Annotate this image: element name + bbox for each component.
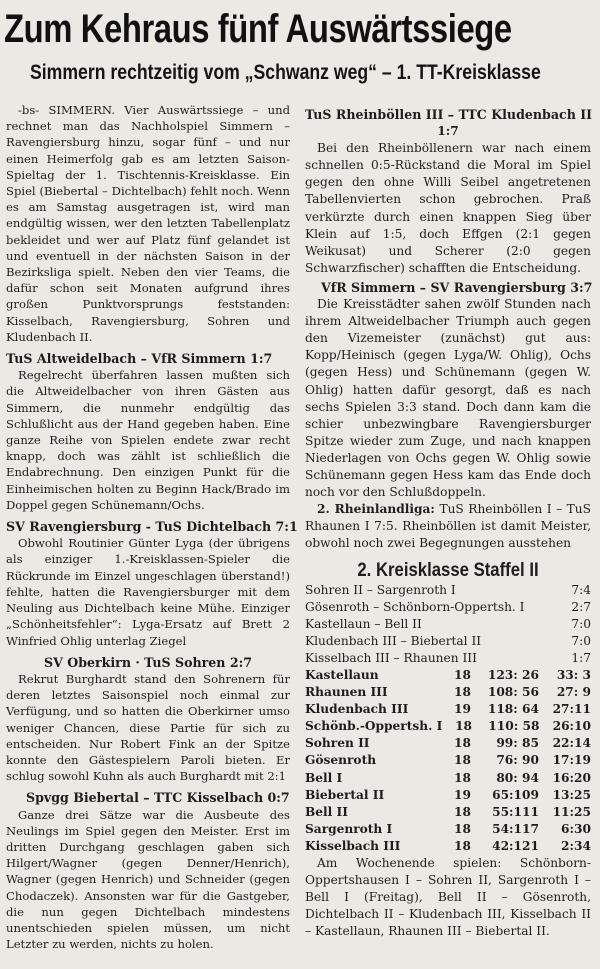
team-name: Sohren II [305, 736, 370, 751]
points: 6:30 [561, 821, 591, 836]
games-played: 18 [454, 821, 471, 836]
games-played: 18 [454, 838, 471, 853]
team-name: Kastellaun [305, 668, 379, 682]
points: 22:14 [552, 736, 591, 751]
result-row [305, 582, 591, 599]
section-score: 1:7 [437, 124, 459, 139]
games-played: 18 [454, 736, 471, 751]
points: 13:25 [552, 787, 591, 802]
section-heading: Spvgg Biebertal – TTC Kisselbach 0:7 [26, 790, 290, 806]
result-row [305, 633, 591, 650]
result-match: Kludenbach III – Biebertal II [305, 633, 482, 648]
sets-ratio: 108: 56 [487, 685, 539, 700]
section-heading: SV Ravengiersburg - TuS Dichtelbach 7:1 [6, 519, 298, 535]
points: 27:11 [552, 702, 591, 717]
standings-table [305, 667, 591, 855]
points: 11:25 [552, 804, 591, 819]
standings-row [305, 821, 591, 838]
sets-ratio: 54:117 [492, 821, 539, 836]
result-match: Kastellaun – Bell II [305, 616, 422, 631]
sets-ratio: 80: 94 [496, 770, 539, 785]
points: 26:10 [552, 719, 592, 734]
section-heading: TuS Rheinböllen III – TTC Kludenbach II [305, 107, 593, 122]
result-score: 7:0 [571, 616, 591, 631]
sets-ratio: 42:121 [492, 838, 539, 853]
games-played: 18 [454, 804, 471, 819]
rheinlandliga-text: TuS Rheinböllen I – TuS Rhaunen I 7:5. Rheinböllen ist damit Meister, obwohl noch zwei Begegnungen ausstehen [305, 502, 591, 551]
points: 27: 9 [556, 685, 591, 700]
result-match: Kisselbach III – Rhaunen III [305, 650, 477, 665]
result-match: Gösenroth – Schönborn-Oppertsh. I [305, 599, 525, 614]
sets-ratio: 65:109 [492, 787, 539, 802]
section-heading: TuS Altweidelbach – VfR Simmern 1:7 [6, 351, 273, 367]
sets-ratio: 110: 58 [488, 719, 540, 734]
team-name: Bell I [305, 770, 343, 785]
games-played: 18 [455, 719, 473, 734]
weekend-fixtures: Am Wochenende spielen: Schönborn-Oppertshausen I – Sohren II, Sargenroth I – Bell I (Freitag), Bell II – Gösenroth, Dichtelbach II – Kludenbach III, Kisselbach II – Kastellaun, Rhaunen III – Biebertal II. [305, 856, 591, 939]
sets-ratio: 99: 85 [496, 736, 539, 751]
subheadline: Simmern rechtzeitig vom „Schwanz weg“ – 1. TT-Kreisklasse [30, 61, 541, 84]
standings-row [305, 752, 591, 769]
sets-ratio: 76: 90 [496, 753, 539, 768]
team-name: Rhaunen III [305, 685, 388, 700]
result-row [305, 650, 591, 667]
section-text: Rekrut Burghardt stand den Sohrenern für deren letztes Saisonspiel noch einmal zur Verfügung, und so hatten die Oberkirner umso weniger Chancen, diese Partie für sich zu entscheiden. Nur Robert Fink an der Spitze konnte den Gästespielern Paroli bieten. Er schlug sowohl Kuhn als auch Burghardt mit 2:1 [6, 671, 290, 784]
team-name: Sargenroth I [305, 821, 393, 836]
table-title: 2. Kreisklasse Staffel II [357, 560, 539, 582]
team-name: Bell II [305, 804, 348, 819]
standings-row [305, 718, 591, 735]
team-name: Schönb.-Oppertsh. I [305, 719, 443, 734]
standings-row [305, 701, 591, 718]
team-name: Kisselbach III [305, 838, 401, 853]
team-name: Gösenroth [305, 753, 377, 768]
section-text: Obwohl Routinier Günter Lyga (der übrigens als einziger 1.-Kreisklassen-Spieler die Rückrunde im Einzel ungeschlagen überstand!) fehlte, hatten die Ravengiersburger mit dem Neuling aus Dichtelbach keine Mühe. Einziger „Schönheitsfehler“: Lyga-Ersatz auf Brett 2 Winfried Ohlig unterlag Ziegel [6, 536, 290, 648]
standings-row [305, 804, 591, 821]
standings-row [305, 838, 591, 855]
standings-row [305, 735, 591, 752]
games-played: 18 [454, 668, 471, 682]
result-score: 2:7 [571, 599, 591, 614]
section-text: Ganze drei Sätze war die Ausbeute des Neulings im Spiel gegen den Meister. Erst im dritten Durchgang geschlagen gaben sich Hilgert/Wagner (gegen Denner/Henrich), Wagner (gegen Henrich) und Schneider (gegen Chodaczek). Ansonsten war für die Gastgeber, die nun gegen Dichtelbach mindestens unentschieden spielen müssen, um nicht Letzter zu werden, nichts zu holen. [6, 807, 290, 952]
section-heading: SV Oberkirn · TuS Sohren 2:7 [44, 654, 252, 670]
standings-row [305, 684, 591, 701]
result-match: Sohren II – Sargenroth I [305, 582, 456, 597]
games-played: 18 [454, 770, 471, 785]
result-score: 1:7 [571, 650, 591, 665]
headline: Zum Kehraus fünf Auswärtssiege [4, 7, 512, 51]
games-played: 19 [454, 702, 471, 717]
left-column [6, 102, 298, 952]
rheinlandliga-label: 2. Rheinlandliga: [317, 502, 435, 517]
result-row [305, 599, 591, 616]
section-heading: VfR Simmern – SV Ravengiersburg 3:7 [321, 279, 593, 295]
sets-ratio: 55:111 [492, 804, 539, 819]
points: 2:34 [561, 838, 591, 853]
points: 17:19 [552, 753, 591, 768]
games-played: 18 [454, 753, 471, 768]
games-played: 19 [454, 787, 471, 802]
rheinlandliga-paragraph [305, 501, 591, 552]
team-name: Biebertal II [305, 787, 385, 802]
result-score: 7:0 [571, 633, 591, 648]
section-text: Die Kreisstädter sahen zwölf Stunden nach ihrem Altweidelbacher Triumph auch gegen den Vizemeister (zunächst) gut aus: Kopp/Heinisch (gegen Lyga/W. Ohlig), Ochs (gegen Hess) und Schünemann (gegen W. Ohlig) hatten dafür gesorgt, daß es nach sechs Spielen 3:3 stand. Doch dann kam die schier unbezwingbare Ravengiersburger Spitze wieder zum Zuge, und nach knappen Niederlagen von Ochs gegen W. Ohlig sowie Schünemann gegen Hess kam das Ende doch noch vor den Schlußdoppeln. [305, 297, 591, 500]
section-text: Bei den Rheinböllenern war nach einem schnellen 0:5-Rückstand die Moral im Spiel gegen den ohne Willi Seibel angetretenen Tabellenvierten schon gebrochen. Praß verkürzte durch einen knappen Sieg über Klein auf 1:5, doch Effgen (2:1 gegen Weikusat) und Scherer (2:0 gegen Schwarzfischer) schafften die Entscheidung. [305, 141, 591, 275]
right-column [305, 102, 591, 941]
intro-paragraph: -bs- SIMMERN. Vier Auswärtssiege – und rechnet man das Nachholspiel Simmern – Ravengiersburg hinzu, sogar fünf – und nur einen Heimerfolg gab es am letzten Saison-Spieltag der 1. Tischtennis-Kreisklasse. Ein Spiel (Biebertal – Dichtelbach) fehlt noch. Wenn es am Samstag ausgetragen ist, wird man endgültig wissen, wer den letzten Tabellenplatz bekleidet und wer auf Platz fünf gelandet ist und eventuell in der nächsten Saison in der Bezirksliga spielt. Neben den vier Teams, die dafür schon seit Monaten aufgrund ihres großen Punktvorsprungs feststanden: Kisselbach, Ravengiersburg, Sohren und Kludenbach II. [6, 103, 290, 344]
results-list [305, 582, 591, 667]
games-played: 18 [454, 685, 471, 700]
result-row [305, 616, 591, 633]
standings-row [305, 770, 591, 787]
section-text: Regelrecht überfahren lassen mußten sich die Altweidelbacher von ihren Gästen aus Simmern, die nunmehr endgültig das Schlußlicht aus der Hand gegeben haben. Eine ganze Reihe von Spielen endete zwar recht knapp, doch was zählt ist schließlich die Endabrechnung. Den einzigen Punkt für die Einheimischen holten zu Beginn Hack/Brado im Doppel gegen Schünemann/Ochs. [6, 368, 290, 512]
team-name: Kludenbach III [305, 702, 409, 717]
points: 33: 3 [556, 668, 591, 682]
standings-row [305, 787, 591, 804]
standings-row [305, 667, 591, 684]
result-score: 7:4 [571, 582, 591, 597]
sets-ratio: 118: 64 [487, 702, 539, 717]
sets-ratio: 123: 26 [487, 668, 539, 682]
points: 16:20 [552, 770, 591, 785]
